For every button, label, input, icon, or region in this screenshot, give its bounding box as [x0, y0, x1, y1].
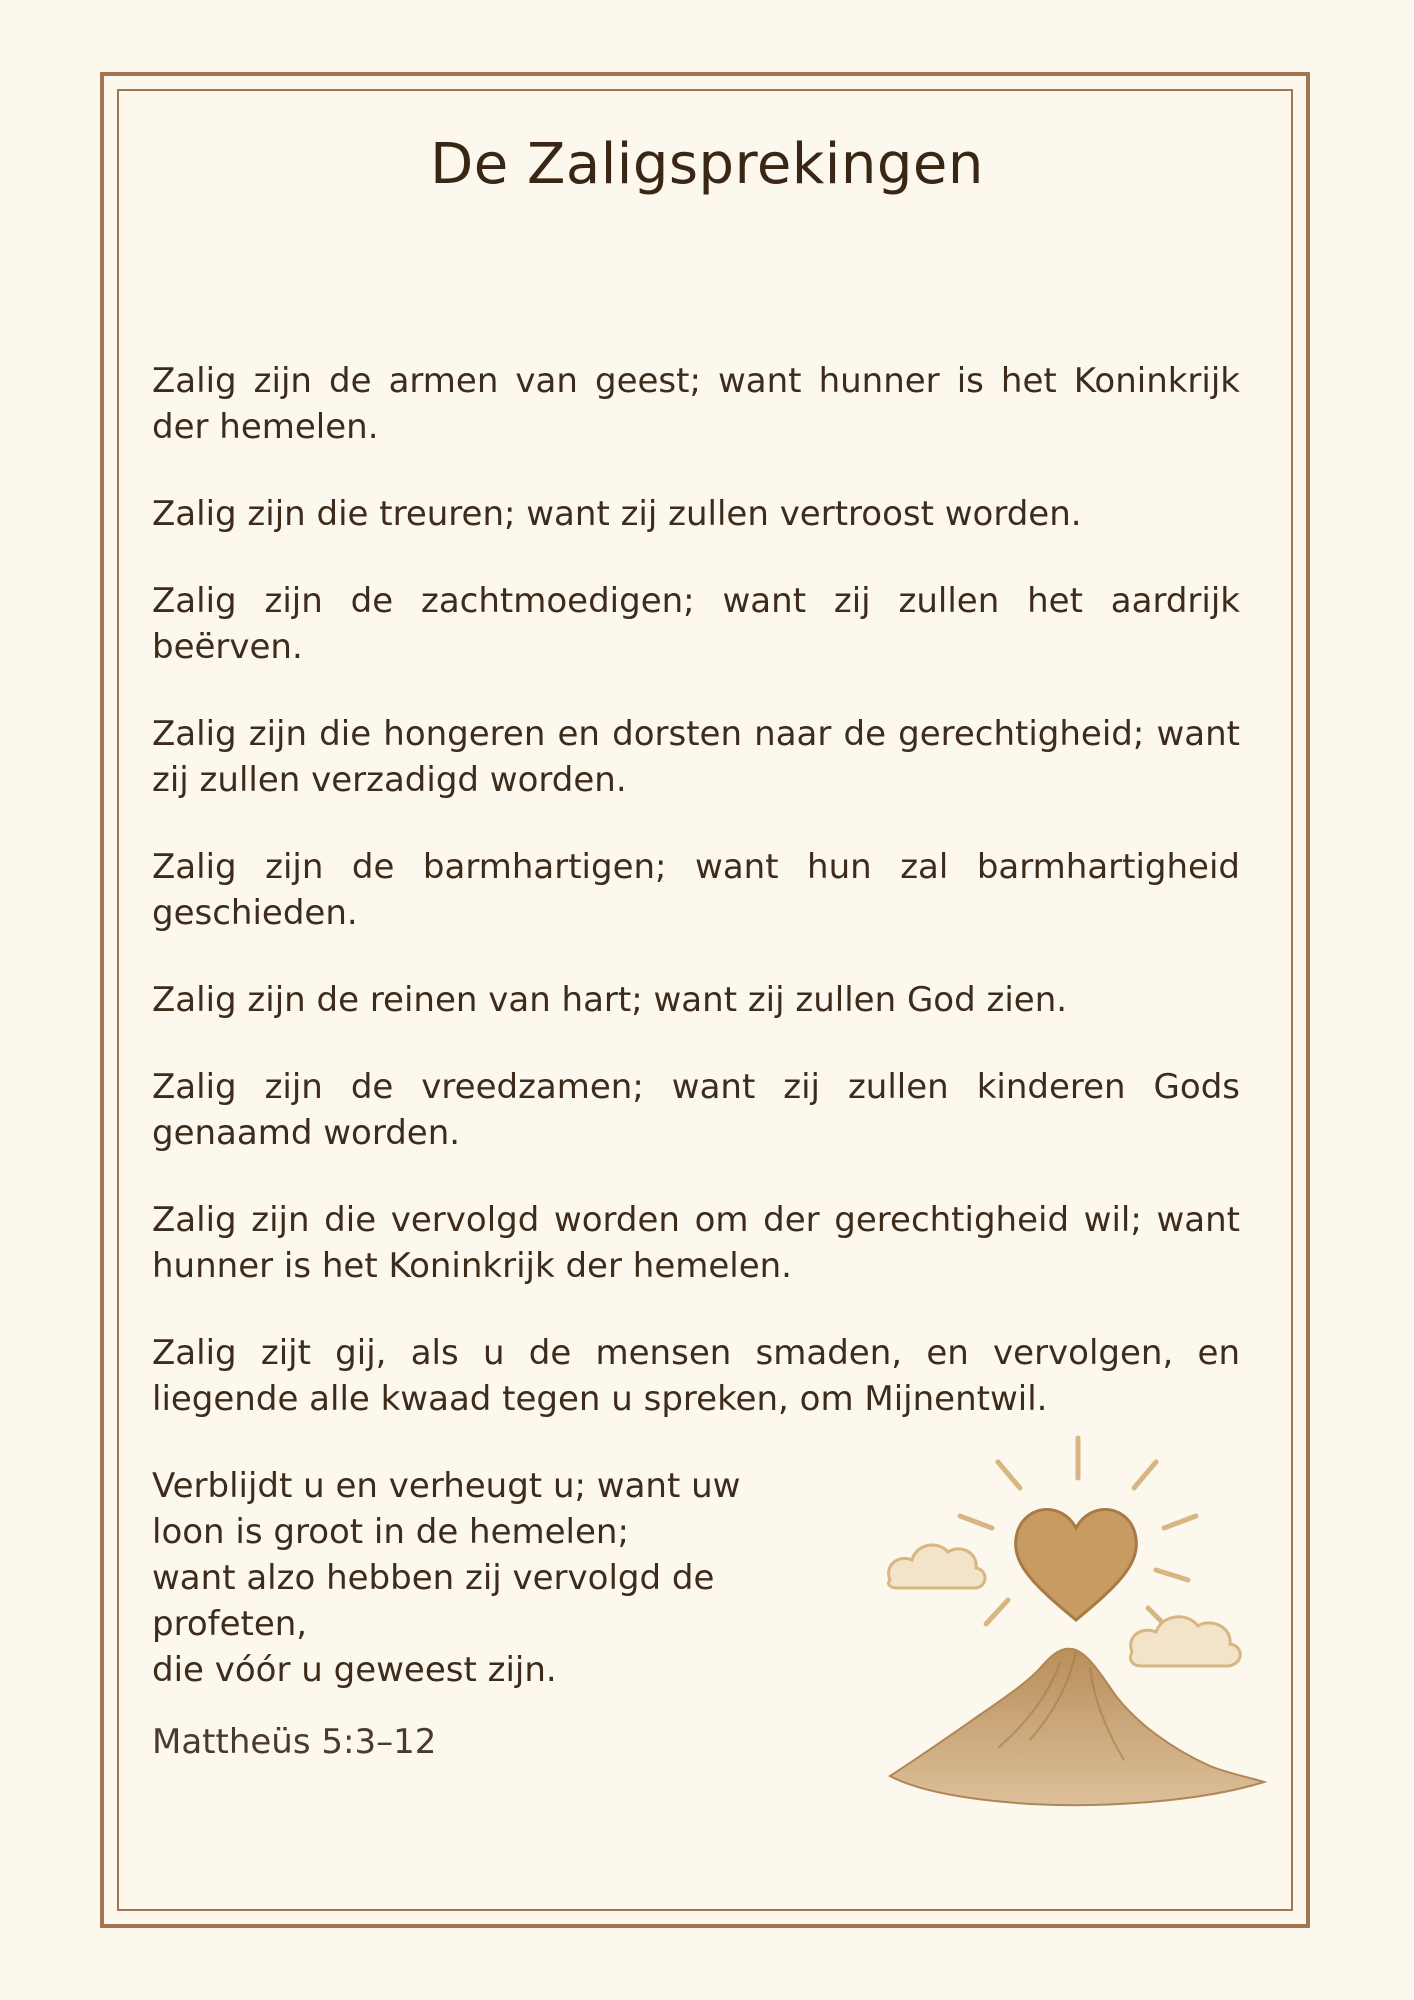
verse-7: Zalig zijn de vreedzamen; want zij zullen kinderen Gods genaamd worden. — [152, 1067, 1240, 1153]
final-verse — [152, 1463, 852, 1693]
verse-8: Zalig zijn die vervolgd worden om der gerechtigheid wil; want hunner is het Koninkrijk der hemelen. — [152, 1200, 1240, 1286]
final-line-2: loon is groot in de hemelen; — [152, 1512, 629, 1552]
verse-2: Zalig zijn die treuren; want zij zullen vertroost worden. — [152, 494, 1082, 534]
verse-6: Zalig zijn de reinen van hart; want zij zullen God zien. — [152, 980, 1068, 1020]
page-title: De Zaligsprekingen — [430, 132, 984, 197]
final-line-3: want alzo hebben zij vervolgd de profeten, — [152, 1558, 715, 1644]
heart-icon — [1016, 1509, 1137, 1620]
cloud-icon-right — [1130, 1617, 1240, 1666]
heart-mountain-illustration — [880, 1430, 1270, 1830]
final-line-1: Verblijdt u en verheugt u; want uw — [152, 1466, 741, 1506]
verse-9: Zalig zijt gij, als u de mensen smaden, en vervolgen, en liegende alle kwaad tegen u spreken, om Mijnentwil. — [152, 1333, 1240, 1419]
scripture-citation: Mattheüs 5:3–12 — [152, 1722, 437, 1762]
verse-3: Zalig zijn de zachtmoedigen; want zij zullen het aardrijk beërven. — [152, 581, 1240, 667]
verse-4: Zalig zijn die hongeren en dorsten naar de gerechtigheid; want zij zullen verzadigd worden. — [152, 714, 1240, 800]
final-line-4: die vóór u geweest zijn. — [152, 1650, 557, 1690]
mountain-icon — [890, 1649, 1264, 1805]
verse-1: Zalig zijn de armen van geest; want hunner is het Koninkrijk der hemelen. — [152, 361, 1240, 447]
cloud-icon — [888, 1545, 985, 1588]
verse-5: Zalig zijn de barmhartigen; want hun zal barmhartigheid geschieden. — [152, 847, 1240, 933]
